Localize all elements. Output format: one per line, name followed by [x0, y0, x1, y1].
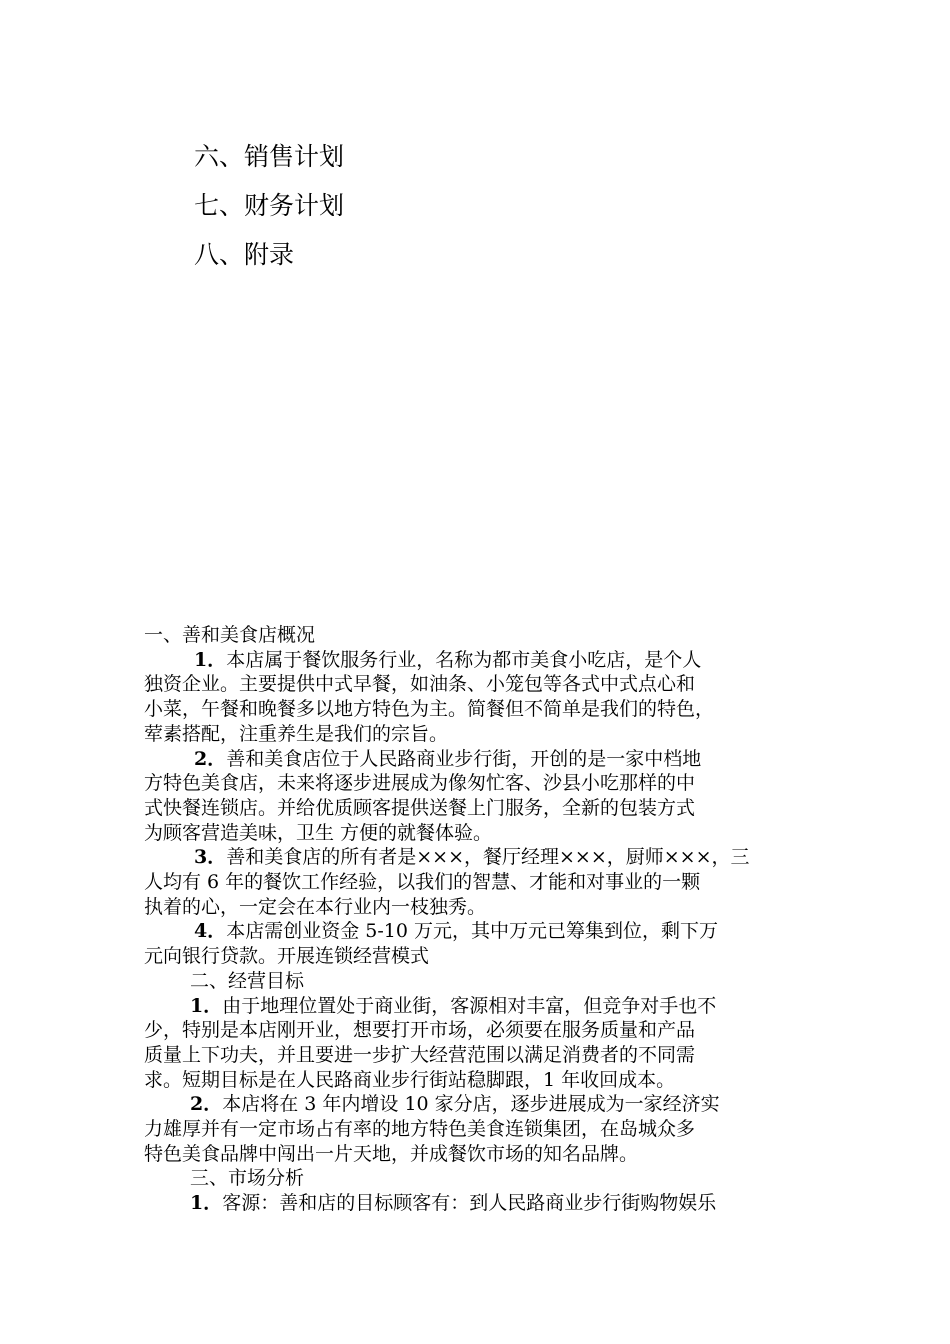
text-line	[144, 919, 824, 944]
item-number: 1．	[190, 994, 223, 1017]
text-line	[144, 1117, 824, 1142]
line-text: 为顾客营造美味，卫生 方便的就餐体验。	[144, 821, 493, 844]
table-of-contents	[194, 132, 344, 279]
line-text: 善和美食店的所有者是×××，餐厅经理×××，厨师×××，三	[226, 846, 750, 869]
text-line	[144, 1068, 824, 1093]
text-line	[144, 722, 824, 747]
text-line	[144, 747, 824, 772]
line-text: 二、经营目标	[190, 969, 305, 992]
line-text: 本店属于餐饮服务行业，名称为都市美食小吃店，是个人	[226, 648, 702, 671]
line-text: 少，特别是本店刚开业，想要打开市场，必须要在服务质量和产品	[144, 1019, 696, 1042]
line-text: 荤素搭配，注重养生是我们的宗旨。	[144, 722, 449, 745]
text-line	[144, 944, 824, 969]
text-line	[144, 697, 824, 722]
text-line	[144, 623, 824, 648]
line-text: 求。短期目标是在人民路商业步行街站稳脚跟，1 年收回成本。	[144, 1068, 676, 1091]
line-text: 本店需创业资金 5-10 万元，其中万元已筹集到位，剩下万	[226, 920, 718, 943]
line-text: 善和美食店位于人民路商业步行街，开创的是一家中档地	[226, 747, 702, 770]
text-line	[144, 771, 824, 796]
text-line	[144, 1092, 824, 1117]
line-text: 三、市场分析	[190, 1167, 305, 1190]
line-text: 独资企业。主要提供中式早餐，如油条、小笼包等各式中式点心和	[144, 673, 696, 696]
line-text: 式快餐连锁店。并给优质顾客提供送餐上门服务，全新的包装方式	[144, 796, 696, 819]
text-line	[144, 1166, 824, 1191]
toc-item-appendix: 八、附录	[194, 240, 295, 269]
line-text: 执着的心，一定会在本行业内一枝独秀。	[144, 895, 487, 918]
item-number: 2．	[190, 1093, 223, 1116]
line-text: 由于地理位置处于商业街，客源相对丰富，但竞争对手也不	[222, 994, 717, 1017]
text-line	[144, 1043, 824, 1068]
item-number: 2．	[194, 747, 227, 770]
line-text: 力雄厚并有一定市场占有率的地方特色美食连锁集团，在岛城众多	[144, 1118, 696, 1141]
toc-item-sales-plan: 六、销售计划	[194, 142, 345, 171]
line-text: 特色美食品牌中闯出一片天地，并成餐饮市场的知名品牌。	[144, 1142, 639, 1165]
text-line	[144, 870, 824, 895]
text-line	[144, 648, 824, 673]
text-line	[144, 1018, 824, 1043]
line-text: 元向银行贷款。开展连锁经营模式	[144, 945, 430, 968]
text-line	[144, 821, 824, 846]
text-line	[144, 1191, 824, 1216]
line-text: 客源：善和店的目标顾客有：到人民路商业步行街购物娱乐	[222, 1192, 717, 1215]
text-line	[144, 895, 824, 920]
line-text: 方特色美食店，未来将逐步进展成为像匆忙客、沙县小吃那样的中	[144, 772, 696, 795]
text-line	[144, 845, 824, 870]
item-number: 1．	[190, 1192, 223, 1215]
document-body	[144, 623, 824, 1216]
line-text: 质量上下功夫，并且要进一步扩大经营范围以满足消费者的不同需	[144, 1043, 696, 1066]
text-line	[144, 994, 824, 1019]
text-line	[144, 969, 824, 994]
line-text: 人均有 6 年的餐饮工作经验，以我们的智慧、才能和对事业的一颗	[144, 871, 701, 894]
item-number: 1．	[194, 648, 227, 671]
text-line	[144, 796, 824, 821]
line-text: 小菜，午餐和晚餐多以地方特色为主。简餐但不简单是我们的特色，	[144, 698, 715, 721]
text-line	[144, 672, 824, 697]
item-number: 4．	[194, 920, 227, 943]
toc-item-financial-plan: 七、财务计划	[194, 191, 345, 220]
item-number: 3．	[194, 846, 227, 869]
line-text: 本店将在 3 年内增设 10 家分店，逐步进展成为一家经济实	[222, 1093, 720, 1116]
line-text: 一、善和美食店概况	[144, 624, 316, 646]
text-line	[144, 1142, 824, 1167]
